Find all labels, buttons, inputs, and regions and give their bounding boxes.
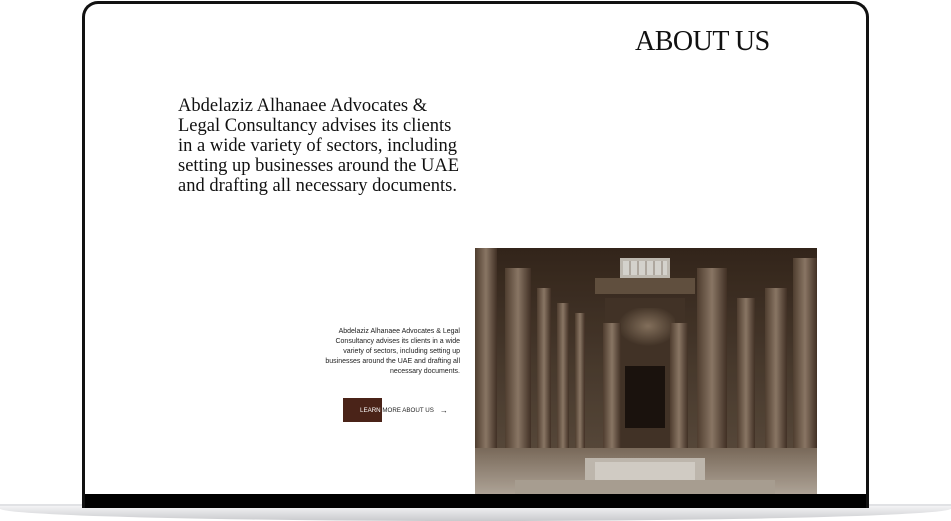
laptop-base [0, 506, 951, 521]
screen-bottom-bar [85, 494, 866, 508]
summary-paragraph: Abdelaziz Alhanaee Advocates & Legal Consultancy advises its clients in a wide variety of sectors, including setting up businesses around the UAE and drafting all necessary documents. [325, 328, 460, 375]
arrow-right-icon: → [439, 405, 448, 415]
laptop-frame [82, 1, 869, 508]
courthouse-hall-image [475, 248, 817, 496]
learn-more-label-part-2: MORE ABOUT US [380, 406, 434, 414]
about-section [85, 4, 866, 508]
lead-paragraph: Abdelaziz Alhanaee Advocates & Legal Consultancy advises its clients in a wide variety of sectors, including setting up businesses around the UAE and drafting all necessary documents. [178, 96, 460, 196]
learn-more-button-label [343, 407, 434, 414]
page-title: ABOUT US [635, 26, 770, 57]
learn-more-button[interactable] [343, 398, 448, 422]
learn-more-label-part-1: LEARN [360, 406, 381, 414]
